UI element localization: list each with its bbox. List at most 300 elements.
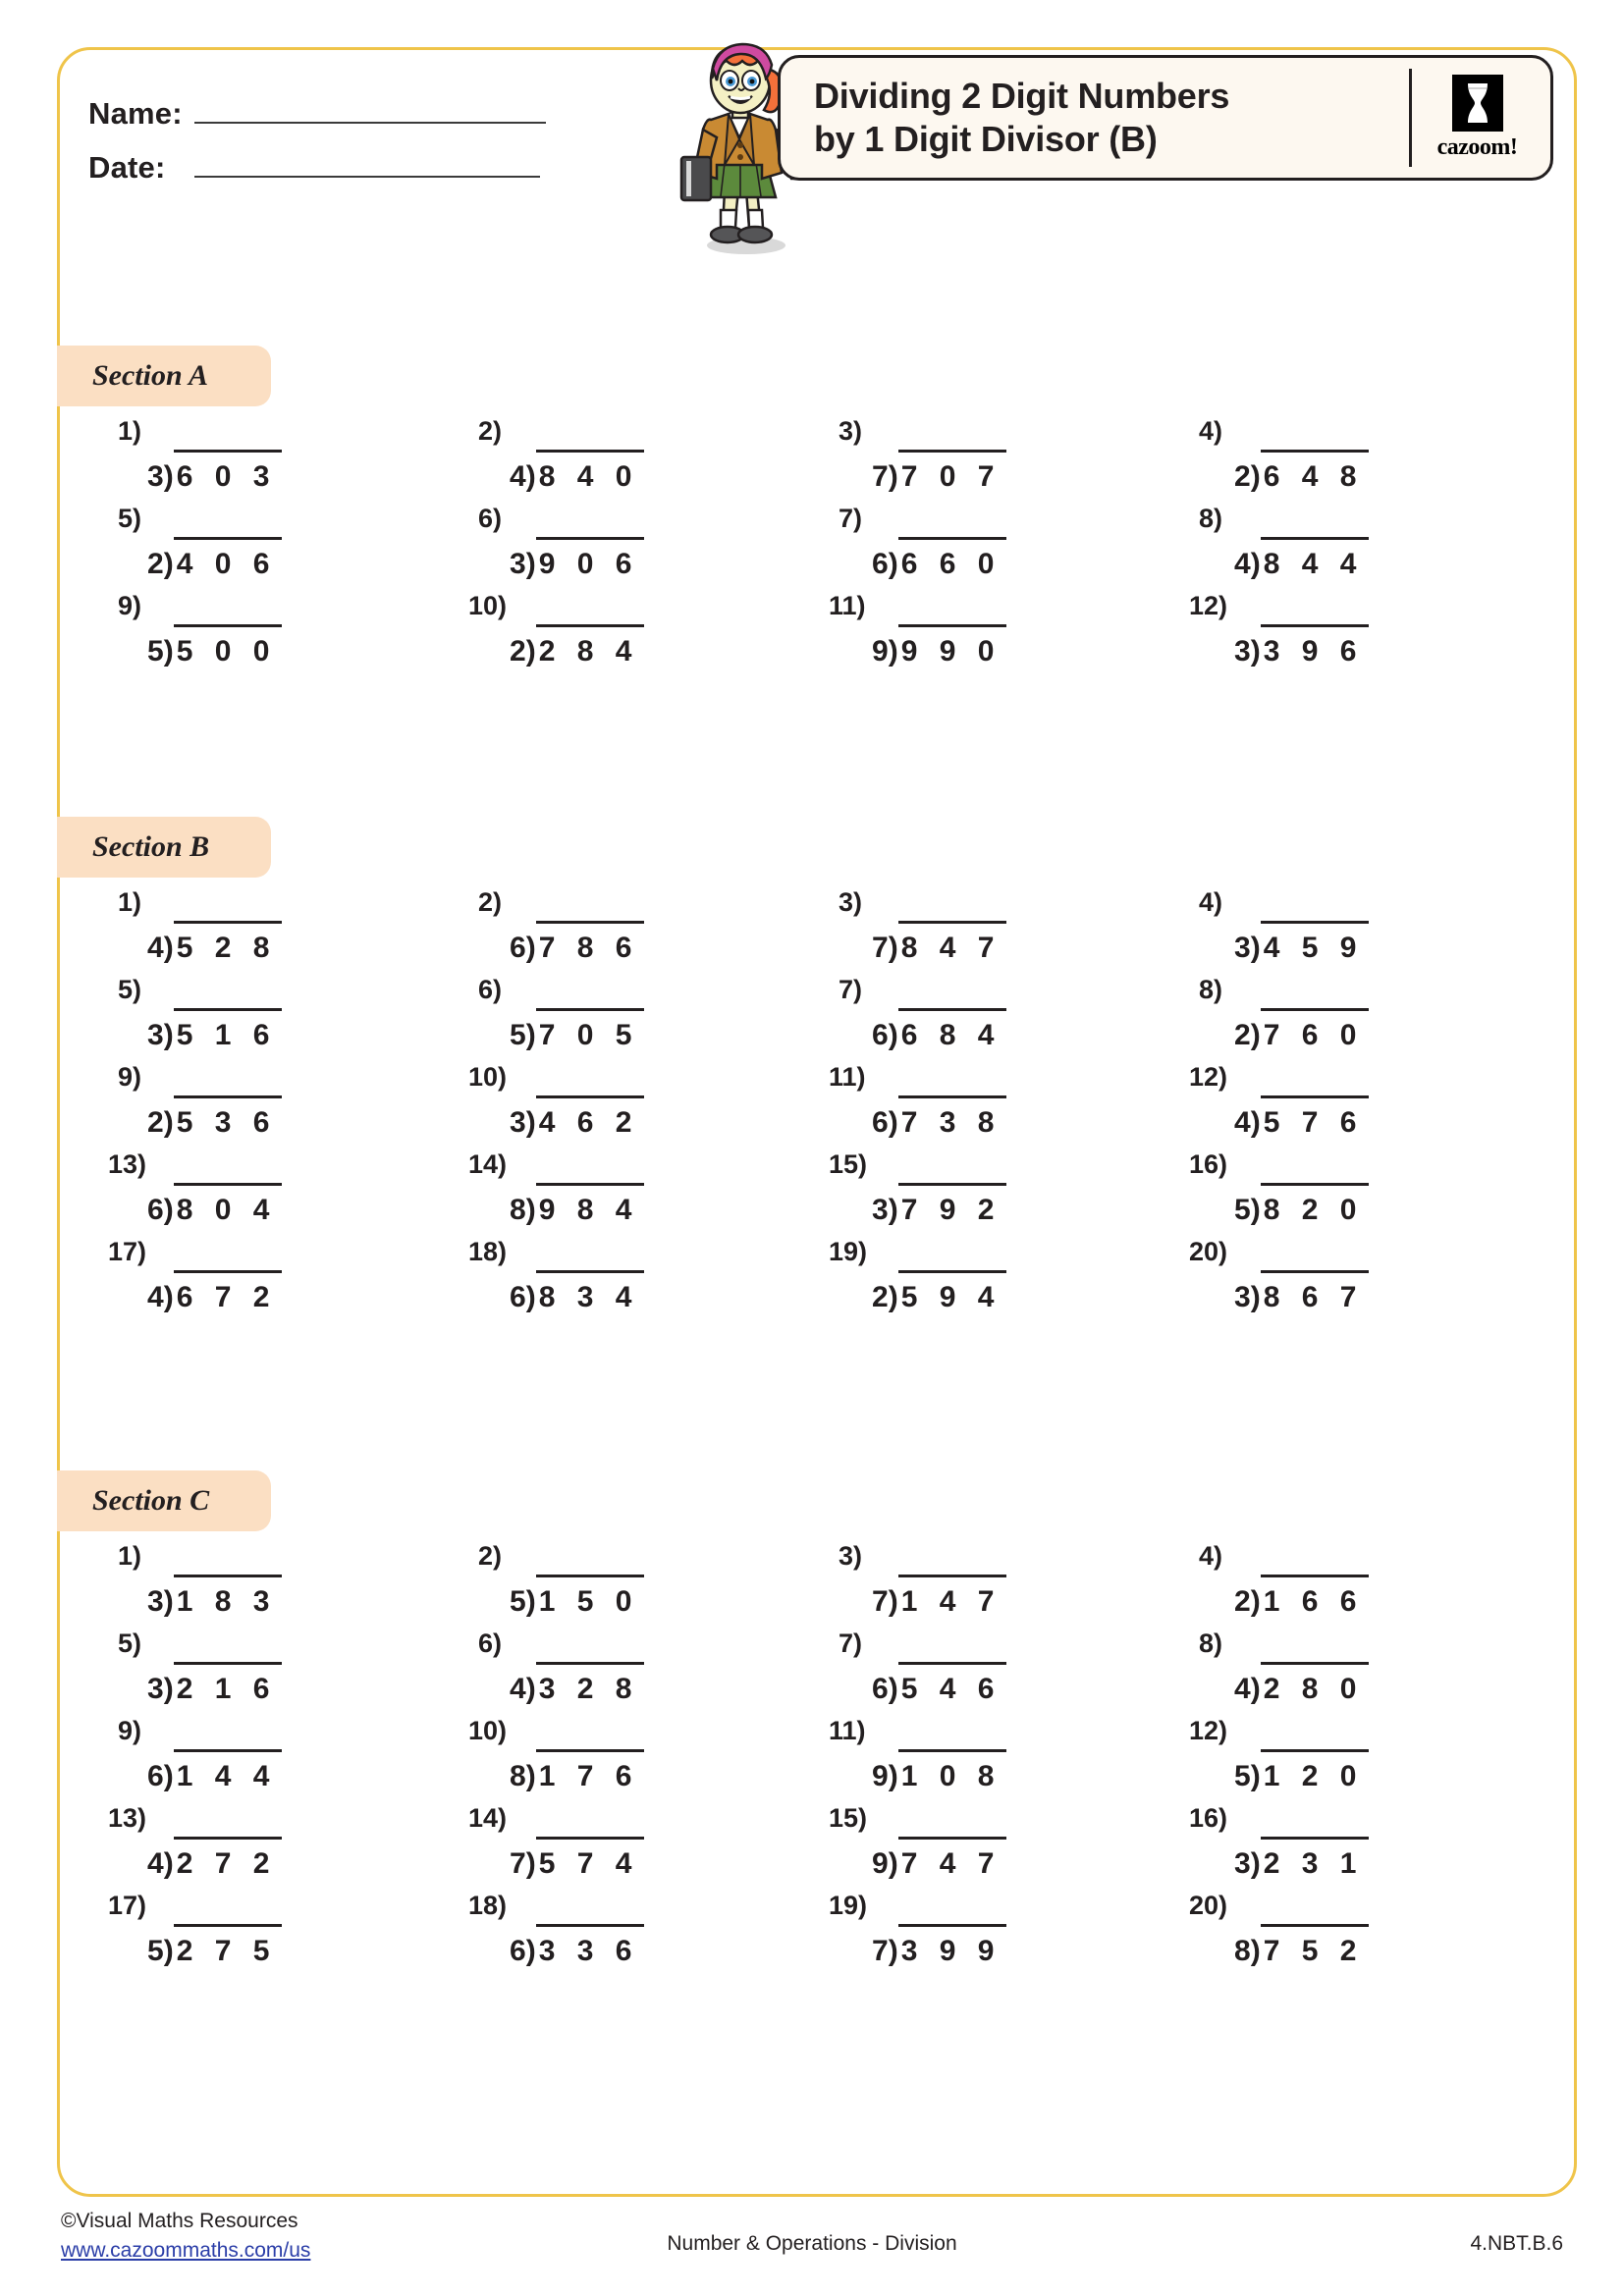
dividend-group: [174, 1924, 283, 1970]
dividend-group: [174, 450, 283, 496]
divisor-value: 2: [510, 635, 526, 667]
long-division-bracket: [510, 921, 644, 967]
problem-number: 18): [468, 1891, 508, 1920]
division-bracket-icon: ): [1250, 1760, 1261, 1792]
long-division-bracket: [872, 1575, 1006, 1621]
division-problem[interactable]: [57, 1629, 417, 1713]
divisor-value: 6: [872, 1106, 889, 1139]
problem-number: 16): [1189, 1803, 1228, 1833]
divisor-value: 3: [147, 460, 164, 493]
dividend-group: [536, 1575, 645, 1621]
division-problem[interactable]: [417, 975, 778, 1059]
dividend-group: [536, 1183, 645, 1229]
long-division-bracket: [1234, 1183, 1369, 1229]
problem-row: [57, 1803, 1577, 1891]
dividend-value: 2 8 0: [1263, 1673, 1364, 1705]
divisor-value: 3: [147, 1673, 164, 1705]
divisor-value: 3: [1234, 1847, 1251, 1880]
dividend-value: 1 4 7: [900, 1585, 1001, 1618]
long-division-bracket: [510, 1183, 644, 1229]
problem-row: [57, 1629, 1577, 1716]
division-bracket-icon: ): [163, 635, 174, 667]
long-division-bracket: [147, 1270, 282, 1316]
problem-number: 12): [1189, 591, 1228, 620]
division-problem[interactable]: [417, 1716, 778, 1800]
divisor-value: 7: [510, 1847, 526, 1880]
problem-number: 5): [118, 1629, 142, 1658]
divisor-value: 5: [147, 635, 164, 667]
division-bracket-icon: ): [525, 932, 536, 964]
divisor-value: 4: [1234, 548, 1251, 580]
division-problem[interactable]: [417, 1149, 778, 1234]
dividend-group: [174, 1837, 283, 1883]
problem-number: 5): [118, 975, 142, 1004]
dividend-value: 8 4 0: [538, 460, 639, 493]
long-division-bracket: [872, 624, 1006, 670]
section-banner-section-c: [57, 1470, 271, 1531]
problem-row: [57, 1149, 1577, 1237]
division-bracket-icon: ): [1250, 1019, 1261, 1051]
dividend-value: 8 0 4: [176, 1194, 277, 1226]
division-bracket-icon: ): [1250, 1673, 1261, 1705]
problem-row: [57, 1716, 1577, 1803]
dividend-group: [1261, 1008, 1370, 1054]
division-problem[interactable]: [1138, 975, 1498, 1059]
long-division-bracket: [147, 450, 282, 496]
dividend-value: 6 0 3: [176, 460, 277, 493]
dividend-value: 5 9 4: [900, 1281, 1001, 1313]
division-problem[interactable]: [417, 591, 778, 675]
dividend-group: [174, 1183, 283, 1229]
division-bracket-icon: ): [888, 1847, 898, 1880]
problem-number: 1): [118, 416, 142, 446]
division-problem[interactable]: [417, 1237, 778, 1321]
section-banner-section-b: [57, 817, 271, 878]
division-problem[interactable]: [778, 1803, 1138, 1888]
division-problem[interactable]: [778, 591, 1138, 675]
footer-standard-code: 4.NBT.B.6: [1470, 2232, 1563, 2255]
problem-number: 13): [108, 1149, 147, 1179]
problem-row: [57, 504, 1577, 591]
division-bracket-icon: ): [525, 1935, 536, 1967]
problem-number: 4): [1199, 416, 1223, 446]
division-problem[interactable]: [57, 1541, 417, 1626]
long-division-bracket: [1234, 450, 1369, 496]
dividend-value: 3 2 8: [538, 1673, 639, 1705]
dividend-value: 6 4 8: [1263, 460, 1364, 493]
problem-number: 5): [118, 504, 142, 533]
problem-number: 12): [1189, 1716, 1228, 1745]
divisor-value: 4: [147, 932, 164, 964]
page-title: [814, 75, 1409, 161]
long-division-bracket: [510, 1662, 644, 1708]
division-problem[interactable]: [57, 1237, 417, 1321]
dividend-value: 1 6 6: [1263, 1585, 1364, 1618]
dividend-value: 7 3 8: [900, 1106, 1001, 1139]
date-input-line[interactable]: [194, 176, 540, 178]
division-bracket-icon: ): [163, 1194, 174, 1226]
division-bracket-icon: ): [1250, 460, 1261, 493]
dividend-group: [1261, 1662, 1370, 1708]
dividend-group: [1261, 624, 1370, 670]
division-bracket-icon: ): [525, 635, 536, 667]
problem-number: 18): [468, 1237, 508, 1266]
dividend-group: [898, 537, 1007, 583]
divisor-value: 2: [872, 1281, 889, 1313]
dividend-group: [536, 1095, 645, 1142]
division-bracket-icon: ): [888, 932, 898, 964]
problem-number: 6): [478, 975, 503, 1004]
dividend-group: [1261, 1575, 1370, 1621]
division-problem[interactable]: [778, 1541, 1138, 1626]
dividend-group: [1261, 450, 1370, 496]
dividend-value: 2 7 2: [176, 1847, 277, 1880]
problem-row: [57, 1237, 1577, 1324]
divisor-value: 3: [147, 1019, 164, 1051]
problem-number: 12): [1189, 1062, 1228, 1092]
long-division-bracket: [147, 1837, 282, 1883]
dividend-value: 1 8 3: [176, 1585, 277, 1618]
division-problem[interactable]: [1138, 591, 1498, 675]
long-division-bracket: [1234, 624, 1369, 670]
problem-grid-section-a: [57, 416, 1577, 678]
title-line-1: Dividing 2 Digit Numbers: [814, 76, 1230, 117]
division-bracket-icon: ): [1250, 1194, 1261, 1226]
problem-number: 8): [1199, 975, 1223, 1004]
division-bracket-icon: ): [163, 1106, 174, 1139]
division-bracket-icon: ): [163, 1760, 174, 1792]
name-label: Name:: [88, 96, 183, 131]
dividend-group: [536, 1924, 645, 1970]
divisor-value: 3: [510, 1106, 526, 1139]
long-division-bracket: [147, 1095, 282, 1142]
problem-row: [57, 887, 1577, 975]
dividend-group: [1261, 1270, 1370, 1316]
division-bracket-icon: ): [1250, 1585, 1261, 1618]
divisor-value: 2: [1234, 1019, 1251, 1051]
dividend-value: 4 6 2: [538, 1106, 639, 1139]
problem-row: [57, 1891, 1577, 1978]
division-problem[interactable]: [57, 1149, 417, 1234]
problem-number: 3): [839, 887, 863, 917]
dividend-value: 1 0 8: [900, 1760, 1001, 1792]
division-problem[interactable]: [778, 504, 1138, 588]
division-problem[interactable]: [57, 591, 417, 675]
division-problem[interactable]: [778, 1716, 1138, 1800]
long-division-bracket: [510, 1575, 644, 1621]
problem-grid-section-b: [57, 887, 1577, 1324]
divisor-value: 6: [872, 1673, 889, 1705]
problem-number: 6): [478, 504, 503, 533]
problem-number: 10): [468, 1062, 508, 1092]
division-problem[interactable]: [1138, 1716, 1498, 1800]
problem-number: 17): [108, 1237, 147, 1266]
division-problem[interactable]: [57, 416, 417, 501]
divisor-value: 5: [1234, 1760, 1251, 1792]
division-problem[interactable]: [417, 887, 778, 972]
long-division-bracket: [872, 1837, 1006, 1883]
problem-number: 14): [468, 1803, 508, 1833]
long-division-bracket: [1234, 1749, 1369, 1795]
hourglass-icon: [1452, 75, 1503, 132]
division-problem[interactable]: [417, 1062, 778, 1147]
division-bracket-icon: ): [163, 1847, 174, 1880]
section-title: Section B: [92, 830, 210, 863]
divisor-value: 4: [510, 1673, 526, 1705]
dividend-group: [898, 1183, 1007, 1229]
long-division-bracket: [147, 1924, 282, 1970]
problem-row: [57, 416, 1577, 504]
division-bracket-icon: ): [888, 1281, 898, 1313]
division-problem[interactable]: [1138, 504, 1498, 588]
dividend-value: 5 7 6: [1263, 1106, 1364, 1139]
division-problem[interactable]: [1138, 1541, 1498, 1626]
long-division-bracket: [872, 450, 1006, 496]
divisor-value: 3: [147, 1585, 164, 1618]
dividend-group: [1261, 1749, 1370, 1795]
title-line-2: by 1 Digit Divisor (B): [814, 119, 1158, 159]
division-bracket-icon: ): [888, 1194, 898, 1226]
division-bracket-icon: ): [525, 1847, 536, 1880]
divisor-value: 6: [510, 1935, 526, 1967]
division-problem[interactable]: [57, 975, 417, 1059]
divisor-value: 2: [1234, 460, 1251, 493]
divisor-value: 7: [872, 1585, 889, 1618]
problem-row: [57, 975, 1577, 1062]
division-problem[interactable]: [778, 416, 1138, 501]
divisor-value: 3: [872, 1194, 889, 1226]
problem-grid-section-c: [57, 1541, 1577, 1978]
copyright-text: ©Visual Maths Resources: [61, 2210, 298, 2232]
division-problem[interactable]: [57, 1716, 417, 1800]
long-division-bracket: [510, 450, 644, 496]
division-bracket-icon: ): [888, 635, 898, 667]
problem-row: [57, 1062, 1577, 1149]
division-bracket-icon: ): [1250, 1935, 1261, 1967]
problem-number: 10): [468, 591, 508, 620]
division-problem[interactable]: [1138, 1891, 1498, 1975]
problem-number: 14): [468, 1149, 508, 1179]
dividend-group: [1261, 1183, 1370, 1229]
division-problem[interactable]: [57, 1062, 417, 1147]
division-problem[interactable]: [417, 504, 778, 588]
dividend-group: [536, 1749, 645, 1795]
dividend-group: [174, 921, 283, 967]
dividend-group: [898, 1008, 1007, 1054]
worksheet-footer: [0, 2207, 1624, 2295]
division-problem[interactable]: [1138, 416, 1498, 501]
problem-number: 20): [1189, 1237, 1228, 1266]
division-bracket-icon: ): [525, 1585, 536, 1618]
division-bracket-icon: ): [888, 1760, 898, 1792]
dividend-value: 5 0 0: [176, 635, 277, 667]
problem-number: 15): [829, 1149, 868, 1179]
dividend-group: [1261, 921, 1370, 967]
dividend-value: 5 4 6: [900, 1673, 1001, 1705]
dividend-value: 8 2 0: [1263, 1194, 1364, 1226]
long-division-bracket: [872, 1749, 1006, 1795]
dividend-group: [1261, 1095, 1370, 1142]
division-problem[interactable]: [778, 1629, 1138, 1713]
dividend-group: [898, 1924, 1007, 1970]
problem-number: 15): [829, 1803, 868, 1833]
long-division-bracket: [510, 537, 644, 583]
name-input-line[interactable]: [194, 122, 546, 124]
long-division-bracket: [510, 624, 644, 670]
divisor-value: 2: [1234, 1585, 1251, 1618]
dividend-value: 5 3 6: [176, 1106, 277, 1139]
division-problem[interactable]: [57, 1891, 417, 1975]
division-problem[interactable]: [57, 887, 417, 972]
long-division-bracket: [872, 1662, 1006, 1708]
dividend-group: [174, 624, 283, 670]
long-division-bracket: [147, 1008, 282, 1054]
divisor-value: 3: [1234, 932, 1251, 964]
divisor-value: 4: [510, 460, 526, 493]
division-problem[interactable]: [417, 1803, 778, 1888]
problem-number: 8): [1199, 504, 1223, 533]
division-problem[interactable]: [778, 887, 1138, 972]
divisor-value: 3: [1234, 635, 1251, 667]
division-problem[interactable]: [1138, 1629, 1498, 1713]
dividend-group: [174, 1662, 283, 1708]
long-division-bracket: [147, 1575, 282, 1621]
division-bracket-icon: ): [163, 1019, 174, 1051]
long-division-bracket: [872, 537, 1006, 583]
divisor-value: 6: [872, 1019, 889, 1051]
long-division-bracket: [872, 1924, 1006, 1970]
dividend-value: 7 5 2: [1263, 1935, 1364, 1967]
dividend-group: [536, 921, 645, 967]
long-division-bracket: [872, 1270, 1006, 1316]
dividend-group: [898, 1837, 1007, 1883]
division-problem[interactable]: [778, 1062, 1138, 1147]
divisor-value: 5: [1234, 1194, 1251, 1226]
problem-number: 17): [108, 1891, 147, 1920]
divisor-value: 9: [872, 1847, 889, 1880]
division-bracket-icon: ): [525, 1019, 536, 1051]
dividend-group: [174, 1008, 283, 1054]
dividend-value: 7 4 7: [900, 1847, 1001, 1880]
problem-row: [57, 591, 1577, 678]
long-division-bracket: [147, 1183, 282, 1229]
dividend-value: 9 9 0: [900, 635, 1001, 667]
division-bracket-icon: ): [888, 1585, 898, 1618]
division-problem[interactable]: [1138, 1149, 1498, 1234]
division-problem[interactable]: [1138, 1803, 1498, 1888]
date-field-row: [88, 150, 540, 186]
dividend-value: 4 5 9: [1263, 932, 1364, 964]
division-bracket-icon: ): [525, 548, 536, 580]
dividend-value: 5 2 8: [176, 932, 277, 964]
problem-number: 2): [478, 1541, 503, 1571]
division-problem[interactable]: [417, 416, 778, 501]
division-bracket-icon: ): [525, 1281, 536, 1313]
dividend-value: 7 0 7: [900, 460, 1001, 493]
problem-number: 11): [829, 1062, 866, 1092]
long-division-bracket: [510, 1008, 644, 1054]
division-problem[interactable]: [778, 975, 1138, 1059]
dividend-value: 9 8 4: [538, 1194, 639, 1226]
long-division-bracket: [147, 1749, 282, 1795]
dividend-value: 7 8 6: [538, 932, 639, 964]
dividend-value: 6 8 4: [900, 1019, 1001, 1051]
long-division-bracket: [1234, 1662, 1369, 1708]
division-bracket-icon: ): [525, 1760, 536, 1792]
problem-number: 9): [118, 1062, 142, 1092]
dividend-value: 1 7 6: [538, 1760, 639, 1792]
dividend-value: 2 1 6: [176, 1673, 277, 1705]
division-problem[interactable]: [57, 504, 417, 588]
dividend-value: 5 1 6: [176, 1019, 277, 1051]
worksheet-title-plaque: [778, 55, 1553, 181]
problem-number: 2): [478, 887, 503, 917]
division-bracket-icon: ): [888, 460, 898, 493]
dividend-value: 3 3 6: [538, 1935, 639, 1967]
long-division-bracket: [1234, 1837, 1369, 1883]
dividend-value: 4 0 6: [176, 548, 277, 580]
dividend-group: [898, 1749, 1007, 1795]
division-problem[interactable]: [1138, 887, 1498, 972]
division-problem[interactable]: [417, 1541, 778, 1626]
dividend-group: [1261, 1924, 1370, 1970]
division-problem[interactable]: [417, 1891, 778, 1975]
long-division-bracket: [510, 1924, 644, 1970]
division-bracket-icon: ): [888, 1673, 898, 1705]
division-bracket-icon: ): [1250, 548, 1261, 580]
divisor-value: 4: [1234, 1673, 1251, 1705]
logo-wordmark: cazoom!: [1436, 134, 1518, 160]
divisor-value: 8: [1234, 1935, 1251, 1967]
long-division-bracket: [1234, 1575, 1369, 1621]
division-bracket-icon: ): [525, 460, 536, 493]
problem-number: 11): [829, 1716, 866, 1745]
dividend-value: 1 4 4: [176, 1760, 277, 1792]
division-bracket-icon: ): [1250, 1106, 1261, 1139]
divisor-value: 6: [510, 932, 526, 964]
problem-number: 4): [1199, 887, 1223, 917]
problem-number: 6): [478, 1629, 503, 1658]
problem-number: 8): [1199, 1629, 1223, 1658]
problem-number: 4): [1199, 1541, 1223, 1571]
name-field-row: [88, 96, 546, 132]
division-problem[interactable]: [778, 1891, 1138, 1975]
division-bracket-icon: ): [888, 1019, 898, 1051]
divisor-value: 9: [872, 635, 889, 667]
dividend-group: [1261, 1837, 1370, 1883]
website-link[interactable]: www.cazoommaths.com/us: [61, 2239, 311, 2263]
worksheet-header: [57, 47, 1577, 273]
problem-number: 13): [108, 1803, 147, 1833]
division-problem[interactable]: [1138, 1062, 1498, 1147]
division-problem[interactable]: [417, 1629, 778, 1713]
division-bracket-icon: ): [163, 932, 174, 964]
dividend-value: 8 6 7: [1263, 1281, 1364, 1313]
division-problem[interactable]: [778, 1237, 1138, 1321]
dividend-group: [898, 1662, 1007, 1708]
division-bracket-icon: ): [1250, 635, 1261, 667]
divisor-value: 2: [147, 1106, 164, 1139]
section-title: Section C: [92, 1484, 210, 1517]
dividend-group: [898, 1575, 1007, 1621]
division-problem[interactable]: [57, 1803, 417, 1888]
divisor-value: 4: [1234, 1106, 1251, 1139]
division-problem[interactable]: [778, 1149, 1138, 1234]
problem-number: 1): [118, 887, 142, 917]
division-problem[interactable]: [1138, 1237, 1498, 1321]
dividend-value: 8 4 7: [900, 932, 1001, 964]
long-division-bracket: [872, 921, 1006, 967]
